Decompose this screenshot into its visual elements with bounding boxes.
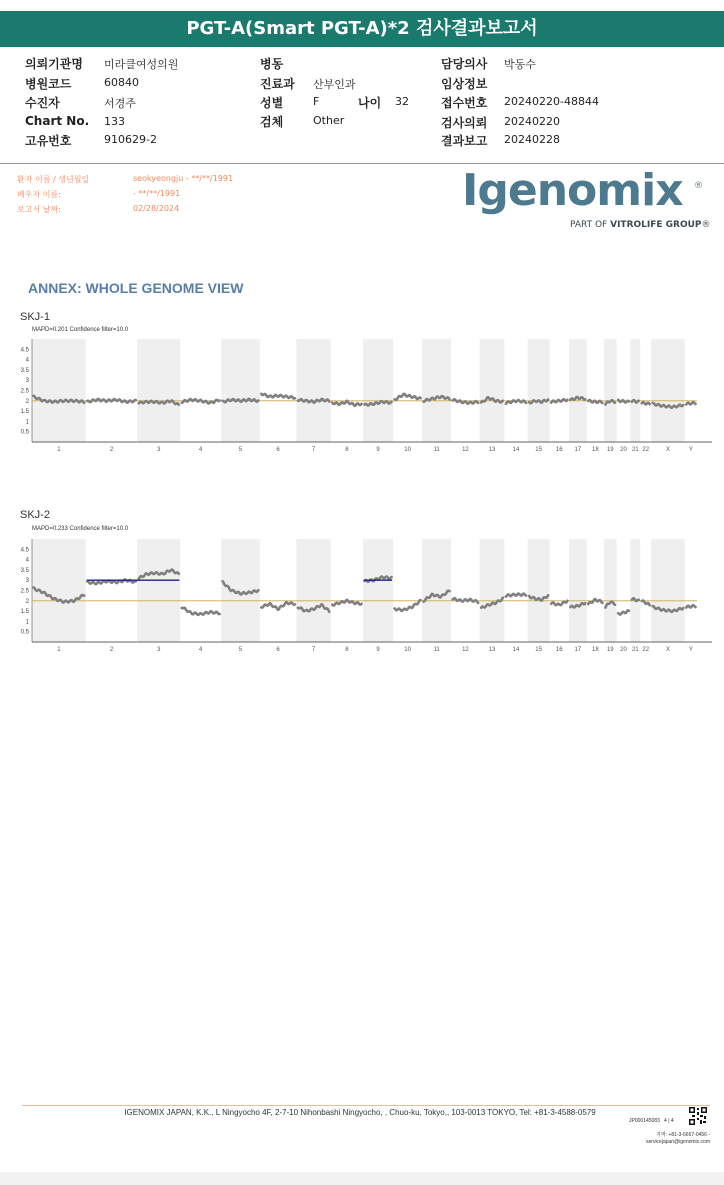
copy-number-trace-20 [618,610,629,614]
chromosome-band-13 [480,539,505,642]
chromosome-label-16: 16 [555,447,563,452]
chart-no-value: 133 [104,115,125,128]
chromosome-label-4: 4 [199,647,203,652]
specimen-label: 검체 [260,115,284,129]
chromosome-label-5: 5 [238,447,243,452]
chromosome-band-11 [422,339,451,442]
chart-2-subtitle: MAPD=0.233 Confidence filter=10.0 [32,526,129,532]
age-value: 32 [395,95,409,108]
chromosome-label-14: 14 [512,647,520,652]
copy-number-trace-12 [453,399,479,404]
y-tick-label: 3 [25,378,29,385]
age-label: 나이 [358,96,382,110]
footer-contact [620,1132,710,1146]
hospital-code-label: 병원코드 [25,77,72,91]
copy-number-trace-4 [182,399,220,404]
chromosome-label-X: X [665,447,670,452]
chart-no-label: Chart No. [25,114,90,128]
unique-no-value: 910629-2 [104,133,157,146]
department-value: 산부인과 [313,78,356,91]
chromosome-band-X [651,539,685,642]
patient-value: 서경주 [104,97,136,110]
chromosome-label-3: 3 [157,447,161,452]
chromosome-label-17: 17 [574,647,582,652]
y-tick-label: 1 [25,619,29,626]
chromosome-label-9: 9 [376,647,380,652]
chromosome-label-9: 9 [376,447,380,452]
logo-tagline-mark: ® [701,220,711,230]
chromosome-band-9 [363,539,393,642]
chromosome-label-12: 12 [462,447,469,452]
y-tick-label: 3.5 [20,567,29,574]
copy-number-trace-22 [642,402,650,404]
chromosome-label-12: 12 [462,647,469,652]
institution-value: 미라클여성의원 [104,58,179,71]
chart-1-subtitle: MAPD=0.201 Confidence filter=10.0 [32,327,129,333]
copy-number-trace-Y [686,605,695,607]
patient-name-dob-label: 환자 이름 / 생년월일 [17,175,90,184]
copy-number-trace-18 [588,599,602,604]
chromosome-band-15 [528,539,550,642]
chromosome-label-13: 13 [488,447,496,452]
y-tick-label: 1.5 [20,409,29,416]
chromosome-label-8: 8 [345,447,349,452]
footer-doc-number: JP000145083 [629,1118,660,1124]
logo-wordmark: Igenomix [462,165,683,216]
chromosome-label-11: 11 [433,447,440,452]
chromosome-label-18: 18 [591,647,599,652]
chart-1-genome-plot [14,337,714,452]
igenomix-logo [462,165,712,233]
chromosome-band-3 [137,339,180,442]
chart-2-genome-plot [14,537,714,652]
chromosome-label-20: 20 [620,447,627,452]
specimen-value: Other [313,114,345,127]
chromosome-label-19: 19 [606,647,614,652]
report-date-value: 20240228 [504,133,560,146]
chromosome-band-X [651,339,685,442]
chromosome-label-17: 17 [574,447,582,452]
chromosome-label-3: 3 [157,647,161,652]
chromosome-label-21: 21 [631,447,639,452]
report-title: PGT-A(Smart PGT-A)*2 검사결과보고서 [0,11,724,47]
chromosome-label-X: X [665,647,670,652]
copy-number-trace-14 [506,400,526,404]
chromosome-label-22: 22 [642,447,650,452]
copy-number-trace-16 [551,399,567,402]
y-tick-label: 2 [25,598,29,605]
copy-number-trace-16 [551,601,567,605]
chromosome-label-22: 22 [642,647,650,652]
unique-no-label: 고유번호 [25,134,72,148]
sex-value: F [313,95,320,108]
chromosome-label-2: 2 [109,647,114,652]
chromosome-label-20: 20 [620,647,627,652]
copy-number-trace-6 [261,602,295,610]
chromosome-label-6: 6 [276,647,280,652]
copy-number-trace-17 [570,397,585,400]
footer-doc-code [629,1118,674,1124]
y-tick-label: 1 [25,419,29,426]
footer-divider [22,1105,710,1106]
logo-tagline-brand: VITROLIFE GROUP [610,220,702,230]
chromosome-label-11: 11 [433,647,440,652]
chromosome-label-1: 1 [57,647,61,652]
institution-label: 의뢰기관명 [25,57,83,71]
copy-number-trace-20 [618,400,629,403]
header-divider [0,163,724,164]
y-tick-label: 4.5 [20,547,29,554]
chromosome-label-15: 15 [535,647,542,652]
footer-page-number: 4 | 4 [664,1118,674,1124]
y-tick-label: 4 [25,557,29,564]
chromosome-label-10: 10 [404,647,411,652]
footer-address: IGENOMIX JAPAN, K.K., L Ningyocho 4F, 2-7-10 Nihonbashi Ningyocho, , Chuo-ku, Tokyo,, 103-0013 TOKYO, Tel: +81-3-4588-0579 [124,1108,596,1117]
y-tick-label: 3 [25,578,29,585]
chromosome-label-10: 10 [404,447,411,452]
annex-title: ANNEX: WHOLE GENOME VIEW [28,280,244,296]
copy-number-trace-10 [395,394,421,400]
logo-tagline [570,220,711,230]
copy-number-trace-2 [87,399,136,403]
chromosome-label-5: 5 [238,647,243,652]
y-tick-label: 4 [25,357,29,364]
request-date-value: 20240220 [504,115,560,128]
y-tick-label: 0.5 [20,629,29,636]
ward-label: 병동 [260,57,284,71]
department-label: 진료과 [260,77,295,91]
copy-number-trace-Y [686,402,695,404]
copy-number-trace-12 [453,598,479,603]
chromosome-label-13: 13 [488,647,496,652]
y-tick-label: 4.5 [20,347,29,354]
chromosome-label-Y: Y [688,447,693,452]
chromosome-band-21 [630,539,640,642]
patient-label: 수진자 [25,96,60,110]
chromosome-band-15 [528,339,550,442]
receipt-no-label: 접수번호 [441,96,488,110]
y-tick-label: 3.5 [20,367,29,374]
chromosome-label-15: 15 [535,447,542,452]
chromosome-label-19: 19 [606,447,614,452]
y-tick-label: 2 [25,398,29,405]
clinical-info-label: 임상정보 [441,77,488,91]
chromosome-label-4: 4 [199,447,203,452]
copy-number-trace-10 [395,600,421,611]
chromosome-label-14: 14 [512,447,520,452]
report-date-small-value: 02/28/2024 [133,204,180,213]
chromosome-band-13 [480,339,505,442]
chromosome-band-17 [569,539,587,642]
chromosome-band-19 [604,539,617,642]
y-tick-label: 1.5 [20,609,29,616]
y-tick-label: 0.5 [20,429,29,436]
copy-number-trace-21 [632,400,639,402]
copy-number-trace-18 [588,400,602,403]
receipt-no-value: 20240220-48844 [504,95,599,108]
footer-email: servicejapan@igenomix.com [646,1139,710,1145]
chromosome-label-7: 7 [311,647,316,652]
copy-number-trace-6 [261,394,295,399]
chromosome-band-1 [32,339,86,442]
chromosome-label-6: 6 [276,447,280,452]
chromosome-band-17 [569,339,587,442]
chromosome-label-Y: Y [688,647,693,652]
sex-label: 성별 [260,96,284,110]
chromosome-band-19 [604,339,617,442]
chart-2-title: SKJ-2 [20,509,50,521]
chart-1-title: SKJ-1 [20,311,50,323]
request-date-label: 검사의뢰 [441,116,488,130]
chromosome-band-9 [363,339,393,442]
patient-name-dob-value: seokyeongju - **/**/1991 [133,174,234,183]
report-info-table [0,55,724,155]
partner-label: 배우자 이름: [17,190,61,199]
doctor-label: 담당의사 [441,57,488,71]
y-tick-label: 2.5 [20,588,29,595]
chromosome-label-1: 1 [57,447,61,452]
chromosome-band-3 [137,539,180,642]
hospital-code-value: 60840 [104,76,139,89]
report-date-small-label: 보고서 날짜: [17,205,61,214]
chromosome-band-7 [296,539,330,642]
chromosome-band-7 [296,339,330,442]
footer-tel: 지역: +81-3-6667-0456 - [656,1132,710,1138]
chromosome-label-7: 7 [311,447,316,452]
chromosome-label-8: 8 [345,647,349,652]
copy-number-trace-8 [332,401,361,406]
chromosome-label-16: 16 [555,647,563,652]
logo-tagline-prefix: PART OF [570,220,608,230]
report-date-label: 결과보고 [441,134,488,148]
chromosome-label-21: 21 [631,647,639,652]
y-tick-label: 2.5 [20,388,29,395]
chromosome-band-5 [221,339,260,442]
copy-number-trace-4 [182,608,220,615]
copy-number-trace-14 [506,594,526,597]
chromosome-band-21 [630,339,640,442]
doctor-value: 박동수 [504,58,536,71]
qr-code-icon [688,1106,708,1126]
chromosome-label-18: 18 [591,447,599,452]
partner-value: - **/**/1991 [133,189,181,198]
logo-registered-mark: ® [694,181,703,191]
chromosome-label-2: 2 [109,447,114,452]
